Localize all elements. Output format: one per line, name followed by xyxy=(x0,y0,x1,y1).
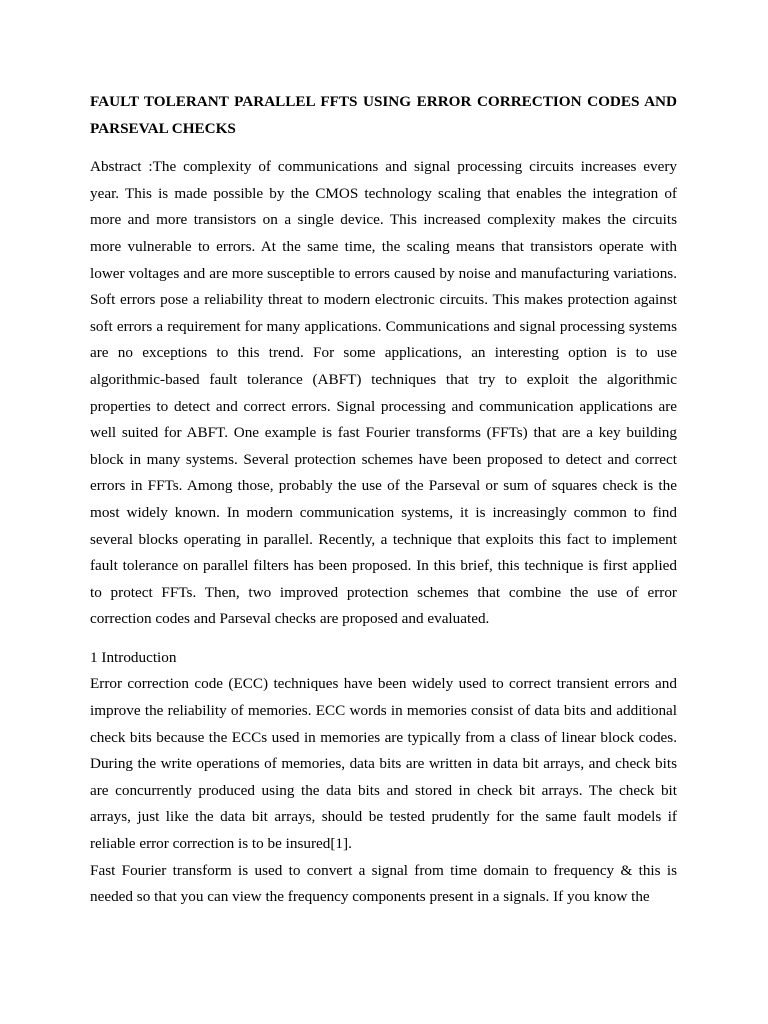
intro-paragraph-fft: Fast Fourier transform is used to convert a signal from time domain to frequency & this is needed so that you can view the frequency components present in a signals. If you know the xyxy=(90,861,677,906)
intro-paragraph-ecc: Error correction code (ECC) techniques have been widely used to correct transient errors and improve the reliability of memories. ECC words in memories consist of data bits and additional check bits because the ECCs used in memories are typically from a class of linear block codes. During the write operations of memories, data bits are written in data bit arrays, and check bits are concurrently produced using the data bits and stored in check bit arrays. The check bit arrays, just like the data bit arrays, should be tested prudently for the same fault models if reliable error correction is to be insured[1]. xyxy=(90,675,677,853)
document-body xyxy=(90,89,677,911)
section-heading-introduction: 1 Introduction xyxy=(90,648,177,666)
abstract-paragraph: Abstract :The complexity of communications and signal processing circuits increases every year. This is made possible by the CMOS technology scaling that enables the integration of more and more transistors on a single device. This increased complexity makes the circuits more vulnerable to errors. At the same time, the scaling means that transistors operate with lower voltages and are more susceptible to errors caused by noise and manufacturing variations. Soft errors pose a reliability threat to modern electronic circuits. This makes protection against soft errors a requirement for many applications. Communications and signal processing systems are no exceptions to this trend. For some applications, an interesting option is to use algorithmic-based fault tolerance (ABFT) techniques that try to exploit the algorithmic properties to detect and correct errors. Signal processing and communication applications are well suited for ABFT. One example is fast Fourier transforms (FFTs) that are a key building block in many systems. Several protection schemes have been proposed to detect and correct errors in FFTs. Among those, probably the use of the Parseval or sum of squares check is the most widely known. In modern communication systems, it is increasingly common to find several blocks operating in parallel. Recently, a technique that exploits this fact to implement fault tolerance on parallel filters has been proposed. In this brief, this technique is first applied to protect FFTs. Then, two improved protection schemes that combine the use of error correction codes and Parseval checks are proposed and evaluated. xyxy=(90,158,677,628)
document-title: FAULT TOLERANT PARALLEL FFTS USING ERROR CORRECTION CODES AND PARSEVAL CHECKS xyxy=(90,93,677,137)
